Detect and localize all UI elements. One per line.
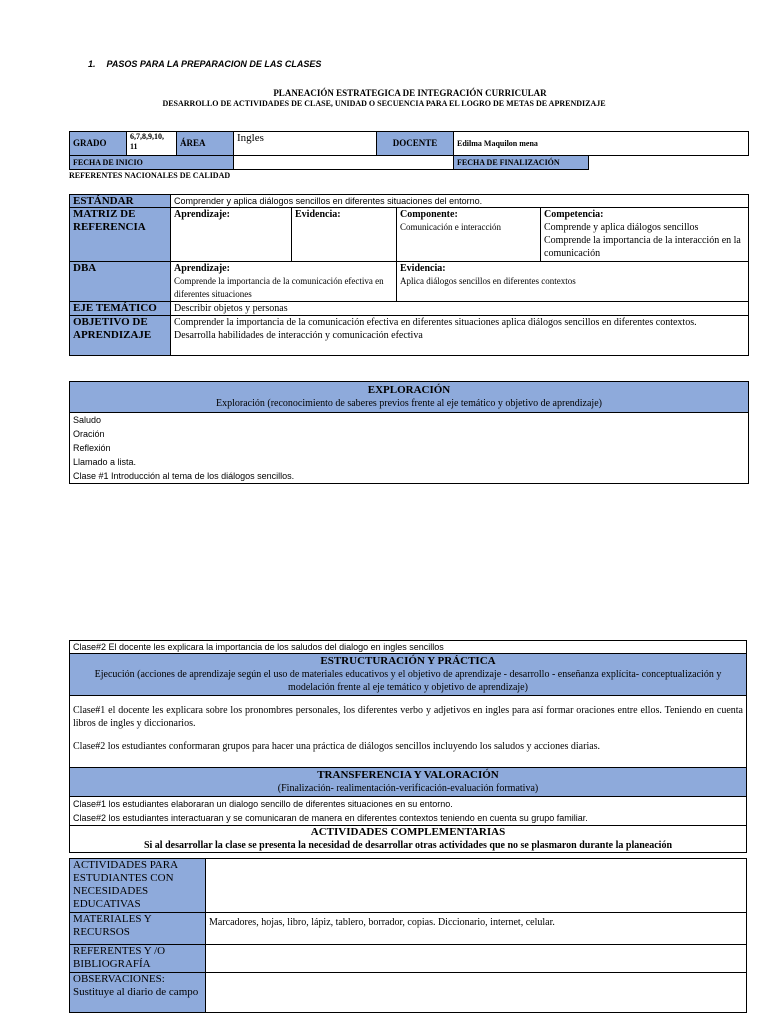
grado-value: 6,7,8,9,10, 11	[127, 132, 177, 156]
componente-cell	[397, 208, 541, 262]
transferencia-header	[70, 768, 747, 797]
list-item: Saludo	[73, 415, 102, 425]
eje-label: EJE TEMÁTICO	[70, 302, 171, 316]
dba-aprendizaje-value: Comprende la importancia de la comunicación efectiva en diferentes situaciones	[174, 276, 384, 299]
objetivo-cell	[171, 316, 749, 356]
exploracion-subtitle: Exploración (reconocimiento de saberes previos frente al eje temático y objetivo de aprendizaje)	[216, 398, 602, 409]
transferencia-title: TRANSFERENCIA Y VALORACIÓN	[317, 769, 499, 781]
grado-label: GRADO	[70, 132, 127, 156]
objetivo-value-2: Desarrolla habilidades de interacción y comunicación efectiva	[174, 330, 423, 341]
estandar-value: Comprender y aplica diálogos sencillos en diferentes situaciones del entorno.	[171, 195, 749, 208]
area-label: ÁREA	[177, 132, 234, 156]
estructuracion-subtitle: Ejecución (acciones de aprendizaje según el uso de materiales educativos y el objetivo de aprendizaje - desarrollo - enseñanza explícita- conceptualización y modelación frente al eje temático y objetivo de aprendizaje)	[94, 669, 722, 693]
materiales-label: MATERIALES Y RECURSOS	[70, 913, 206, 945]
transferencia-line-1: Clase#1 los estudiantes elaboraran un dialogo sencillo de diferentes situaciones en su entorno.	[73, 799, 453, 809]
objetivo-label: OBJETIVO DE APRENDIZAJE	[70, 316, 171, 356]
componente-value: Comunicación e interacción	[400, 222, 501, 232]
section-number: 1.	[88, 59, 96, 69]
matriz-label: MATRIZ DE REFERENCIA	[70, 208, 171, 262]
materiales-value: Marcadores, hojas, libro, lápiz, tablero, borrador, copias. Diccionario, internet, celular.	[206, 913, 747, 945]
fecha-inicio-label: FECHA DE INICIO	[70, 156, 234, 170]
section-heading	[88, 59, 321, 69]
referentes-table	[69, 194, 749, 356]
docente-label: DOCENTE	[377, 132, 454, 156]
section-heading-text: PASOS PARA LA PREPARACION DE LAS CLASES	[106, 59, 322, 69]
competencia-value-2: Comprende la importancia de la interacción en la comunicación	[544, 235, 741, 259]
necesidades-label: ACTIVIDADES PARA ESTUDIANTES CON NECESIDADES EDUCATIVAS	[70, 859, 206, 913]
competencia-cell	[541, 208, 749, 262]
estructuracion-p2: Clase#2 los estudiantes conformaran grupos para hacer una práctica de diálogos sencillos incluyendo los saludos y acciones diarias.	[73, 741, 601, 752]
dba-evidencia-value: Aplica diálogos sencillos en diferentes contextos	[400, 276, 576, 286]
subtitle: DESARROLLO DE ACTIVIDADES DE CLASE, UNIDAD O SECUENCIA PARA EL LOGRO DE METAS DE APRENDIZAJE	[162, 99, 606, 108]
list-item: Clase #1 Introducción al tema de los diálogos sencillos.	[73, 471, 295, 481]
dba-evidencia-label: Evidencia:	[400, 263, 446, 274]
transferencia-body	[70, 797, 747, 826]
dba-label: DBA	[70, 262, 171, 302]
observaciones-value	[206, 973, 747, 1013]
componente-label: Componente:	[400, 209, 458, 220]
competencia-value-1: Comprende y aplica diálogos sencillos	[544, 222, 699, 233]
fecha-fin-label: FECHA DE FINALIZACIÓN	[454, 156, 589, 170]
observaciones-label: OBSERVACIONES: Sustituye al diario de campo	[70, 973, 206, 1013]
estructuracion-table	[69, 640, 747, 853]
competencia-label: Competencia:	[544, 209, 604, 220]
dba-aprendizaje-cell	[171, 262, 397, 302]
clase2-line: Clase#2 El docente les explicara la importancia de los saludos del dialogo en ingles sencillos	[70, 641, 747, 654]
list-item: Reflexión	[73, 443, 111, 453]
complementarias-subtitle: Si al desarrollar la clase se presenta la necesidad de desarrollar otras actividades que no se plasmaron durante la planeación	[143, 840, 673, 851]
complementarias-table	[69, 858, 747, 1013]
transferencia-line-2: Clase#2 los estudiantes interactuaran y se comunicaran de manera en diferentes contextos teniendo en cuenta su grupo familiar.	[73, 813, 588, 823]
objetivo-value-1: Comprender la importancia de la comunicación efectiva en diferentes situaciones aplica diálogos sencillos en diferentes contextos.	[174, 317, 697, 328]
header-table	[69, 131, 749, 170]
estructuracion-body	[70, 696, 747, 768]
estandar-label: ESTÁNDAR	[70, 195, 171, 208]
docente-value: Edilma Maquilon mena	[454, 132, 749, 156]
eje-value: Describir objetos y personas	[171, 302, 749, 316]
complementarias-title: ACTIVIDADES COMPLEMENTARIAS	[310, 826, 506, 838]
referentes-label: REFERENTES NACIONALES DE CALIDAD	[69, 171, 231, 180]
list-item: Llamado a lista.	[73, 457, 137, 467]
main-title: PLANEACIÓN ESTRATEGICA DE INTEGRACIÓN CURRICULAR	[273, 88, 547, 98]
exploracion-header	[70, 382, 749, 413]
transferencia-subtitle: (Finalización- realimentación-verificación-evaluación formativa)	[277, 783, 539, 794]
exploracion-title: EXPLORACIÓN	[367, 384, 451, 396]
matriz-evidencia-label: Evidencia:	[292, 208, 397, 262]
matriz-aprendizaje-label: Aprendizaje:	[171, 208, 292, 262]
complementarias-header	[70, 826, 747, 853]
fecha-fin-value	[589, 156, 749, 170]
estructuracion-title: ESTRUCTURACIÓN Y PRÁCTICA	[320, 655, 496, 667]
estructuracion-header	[70, 654, 747, 696]
dba-evidencia-cell	[397, 262, 749, 302]
area-value: Ingles	[234, 132, 377, 156]
list-item: Oración	[73, 429, 105, 439]
exploracion-table	[69, 381, 749, 484]
necesidades-value	[206, 859, 747, 913]
bibliografia-value	[206, 945, 747, 973]
bibliografia-label: REFERENTES Y /O BIBLIOGRAFÍA	[70, 945, 206, 973]
dba-aprendizaje-label: Aprendizaje:	[174, 263, 230, 274]
estructuracion-p1: Clase#1 el docente les explicara sobre los pronombres personales, los diferentes verbo y adjetivos en ingles para así formar oraciones entre ellos. Teniendo en cuenta libros de ingles y diccionarios.	[73, 705, 743, 729]
fecha-inicio-value	[234, 156, 454, 170]
exploracion-body	[70, 413, 749, 484]
